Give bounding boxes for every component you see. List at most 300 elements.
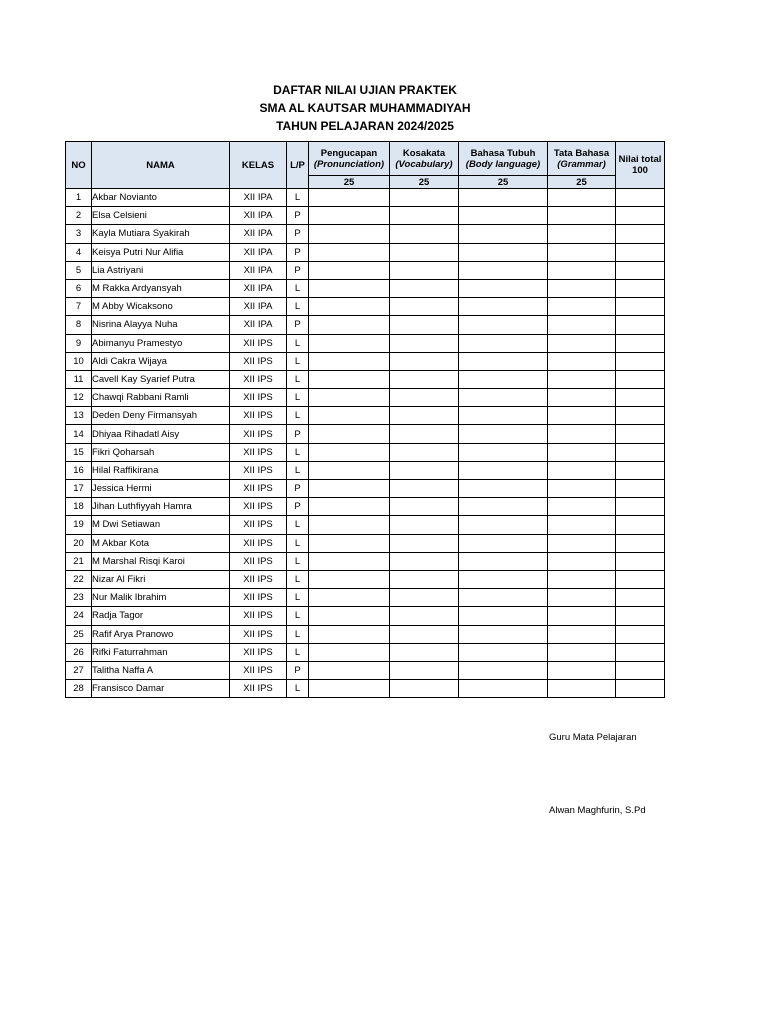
cell-pengucapan[interactable]	[309, 207, 390, 225]
cell-lp: L	[287, 407, 309, 425]
cell-kelas: XII IPS	[230, 480, 287, 498]
cell-no: 18	[66, 498, 92, 516]
cell-nama: Lia Astriyani	[92, 261, 230, 279]
header-nilai-total-label: Nilai total	[618, 154, 662, 165]
cell-pengucapan[interactable]	[309, 243, 390, 261]
cell-no: 3	[66, 225, 92, 243]
cell-kosakata[interactable]	[390, 243, 459, 261]
table-row	[66, 516, 665, 534]
cell-kosakata[interactable]	[390, 334, 459, 352]
cell-tata-bahasa[interactable]	[548, 425, 616, 443]
table-row	[66, 279, 665, 297]
cell-kosakata[interactable]	[390, 534, 459, 552]
cell-tata-bahasa[interactable]	[548, 589, 616, 607]
cell-lp: L	[287, 298, 309, 316]
header-pengucapan-label: Pengucapan	[320, 147, 378, 159]
cell-lp: P	[287, 661, 309, 679]
cell-lp: L	[287, 389, 309, 407]
cell-bahasa-tubuh[interactable]	[459, 389, 548, 407]
cell-tata-bahasa[interactable]	[548, 352, 616, 370]
max-score-tata-bahasa: 25	[548, 176, 616, 189]
cell-bahasa-tubuh[interactable]	[459, 661, 548, 679]
cell-kelas: XII IPS	[230, 443, 287, 461]
header-nilai-total	[616, 142, 665, 189]
cell-no: 5	[66, 261, 92, 279]
cell-pengucapan[interactable]	[309, 516, 390, 534]
table-row	[66, 625, 665, 643]
cell-bahasa-tubuh[interactable]	[459, 243, 548, 261]
cell-kosakata[interactable]	[390, 552, 459, 570]
cell-nama: Talitha Naffa A	[92, 661, 230, 679]
cell-bahasa-tubuh[interactable]	[459, 498, 548, 516]
cell-bahasa-tubuh[interactable]	[459, 680, 548, 698]
cell-nilai-total[interactable]	[616, 607, 665, 625]
cell-no: 24	[66, 607, 92, 625]
cell-lp: L	[287, 680, 309, 698]
table-row	[66, 225, 665, 243]
cell-lp: L	[287, 534, 309, 552]
cell-kelas: XII IPS	[230, 607, 287, 625]
cell-nilai-total[interactable]	[616, 243, 665, 261]
cell-pengucapan[interactable]	[309, 570, 390, 588]
cell-bahasa-tubuh[interactable]	[459, 225, 548, 243]
cell-bahasa-tubuh[interactable]	[459, 370, 548, 388]
cell-lp: L	[287, 189, 309, 207]
cell-nama: Hilal Raffikirana	[92, 461, 230, 479]
cell-pengucapan[interactable]	[309, 480, 390, 498]
cell-tata-bahasa[interactable]	[548, 625, 616, 643]
header-tata-bahasa-label: Tata Bahasa	[553, 147, 610, 159]
header-bahasa-tubuh-english: (Body language)	[465, 158, 541, 170]
title-line-2: SMA AL KAUTSAR MUHAMMADIYAH	[259, 101, 471, 115]
cell-kosakata[interactable]	[390, 207, 459, 225]
cell-pengucapan[interactable]	[309, 225, 390, 243]
cell-kelas: XII IPS	[230, 370, 287, 388]
cell-nama: M Marshal Risqi Karoi	[92, 552, 230, 570]
cell-nama: Fikri Qoharsah	[92, 443, 230, 461]
cell-kelas: XII IPS	[230, 461, 287, 479]
cell-pengucapan[interactable]	[309, 643, 390, 661]
cell-nilai-total[interactable]	[616, 207, 665, 225]
cell-nama: Akbar Novianto	[92, 189, 230, 207]
cell-nilai-total[interactable]	[616, 461, 665, 479]
table-row	[66, 443, 665, 461]
cell-tata-bahasa[interactable]	[548, 680, 616, 698]
cell-lp: P	[287, 225, 309, 243]
cell-tata-bahasa[interactable]	[548, 661, 616, 679]
cell-nilai-total[interactable]	[616, 516, 665, 534]
max-score-kosakata: 25	[390, 176, 459, 189]
cell-kelas: XII IPS	[230, 334, 287, 352]
cell-nama: M Akbar Kota	[92, 534, 230, 552]
cell-tata-bahasa[interactable]	[548, 279, 616, 297]
cell-lp: P	[287, 316, 309, 334]
cell-pengucapan[interactable]	[309, 316, 390, 334]
cell-nama: Dhiyaa Rihadatl Aisy	[92, 425, 230, 443]
cell-lp: L	[287, 516, 309, 534]
cell-kosakata[interactable]	[390, 298, 459, 316]
cell-tata-bahasa[interactable]	[548, 570, 616, 588]
table-row	[66, 316, 665, 334]
cell-bahasa-tubuh[interactable]	[459, 207, 548, 225]
cell-tata-bahasa[interactable]	[548, 261, 616, 279]
cell-bahasa-tubuh[interactable]	[459, 625, 548, 643]
cell-lp: P	[287, 425, 309, 443]
cell-kelas: XII IPS	[230, 589, 287, 607]
cell-bahasa-tubuh[interactable]	[459, 534, 548, 552]
cell-pengucapan[interactable]	[309, 298, 390, 316]
cell-bahasa-tubuh[interactable]	[459, 352, 548, 370]
cell-kosakata[interactable]	[390, 516, 459, 534]
cell-tata-bahasa[interactable]	[548, 316, 616, 334]
cell-pengucapan[interactable]	[309, 389, 390, 407]
cell-kelas: XII IPS	[230, 407, 287, 425]
cell-no: 23	[66, 589, 92, 607]
cell-kelas: XII IPA	[230, 243, 287, 261]
cell-pengucapan[interactable]	[309, 352, 390, 370]
cell-nama: Nizar Al Fikri	[92, 570, 230, 588]
cell-tata-bahasa[interactable]	[548, 189, 616, 207]
cell-lp: L	[287, 334, 309, 352]
cell-tata-bahasa[interactable]	[548, 443, 616, 461]
cell-nama: Chawqi Rabbani Ramli	[92, 389, 230, 407]
cell-lp: L	[287, 625, 309, 643]
cell-no: 17	[66, 480, 92, 498]
header-bahasa-tubuh	[459, 142, 548, 176]
table-row	[66, 534, 665, 552]
header-no: NO	[66, 142, 92, 189]
cell-kelas: XII IPS	[230, 625, 287, 643]
cell-no: 28	[66, 680, 92, 698]
cell-kosakata[interactable]	[390, 316, 459, 334]
cell-kosakata[interactable]	[390, 625, 459, 643]
cell-tata-bahasa[interactable]	[548, 498, 616, 516]
cell-nilai-total[interactable]	[616, 316, 665, 334]
cell-kosakata[interactable]	[390, 370, 459, 388]
header-kelas: KELAS	[230, 142, 287, 189]
cell-no: 19	[66, 516, 92, 534]
cell-no: 2	[66, 207, 92, 225]
cell-no: 4	[66, 243, 92, 261]
cell-nama: Abimanyu Pramestyo	[92, 334, 230, 352]
cell-nama: Nur Malik Ibrahim	[92, 589, 230, 607]
header-bahasa-tubuh-label: Bahasa Tubuh	[470, 147, 536, 159]
cell-no: 9	[66, 334, 92, 352]
table-row	[66, 243, 665, 261]
cell-lp: P	[287, 480, 309, 498]
cell-kelas: XII IPS	[230, 389, 287, 407]
cell-no: 14	[66, 425, 92, 443]
cell-nama: Jihan Luthfiyyah Hamra	[92, 498, 230, 516]
cell-kelas: XII IPA	[230, 316, 287, 334]
cell-nama: Nisrina Alayya Nuha	[92, 316, 230, 334]
cell-bahasa-tubuh[interactable]	[459, 443, 548, 461]
cell-bahasa-tubuh[interactable]	[459, 643, 548, 661]
cell-kelas: XII IPA	[230, 261, 287, 279]
cell-nilai-total[interactable]	[616, 298, 665, 316]
cell-kelas: XII IPS	[230, 498, 287, 516]
header-nama: NAMA	[92, 142, 230, 189]
cell-no: 12	[66, 389, 92, 407]
cell-pengucapan[interactable]	[309, 370, 390, 388]
table-row	[66, 589, 665, 607]
cell-nilai-total[interactable]	[616, 552, 665, 570]
table-row	[66, 370, 665, 388]
cell-lp: L	[287, 279, 309, 297]
cell-nilai-total[interactable]	[616, 389, 665, 407]
cell-kelas: XII IPA	[230, 189, 287, 207]
cell-tata-bahasa[interactable]	[548, 334, 616, 352]
cell-bahasa-tubuh[interactable]	[459, 407, 548, 425]
cell-tata-bahasa[interactable]	[548, 552, 616, 570]
document-title	[0, 81, 730, 135]
cell-no: 7	[66, 298, 92, 316]
cell-nama: M Abby Wicaksono	[92, 298, 230, 316]
cell-kelas: XII IPS	[230, 534, 287, 552]
cell-tata-bahasa[interactable]	[548, 407, 616, 425]
cell-lp: L	[287, 552, 309, 570]
grades-table	[65, 141, 665, 698]
header-pengucapan-english: (Pronunciation)	[313, 158, 385, 170]
cell-nama: Elsa Celsieni	[92, 207, 230, 225]
cell-nilai-total[interactable]	[616, 589, 665, 607]
table-row	[66, 480, 665, 498]
cell-nilai-total[interactable]	[616, 352, 665, 370]
cell-kosakata[interactable]	[390, 261, 459, 279]
table-row	[66, 680, 665, 698]
cell-kelas: XII IPA	[230, 225, 287, 243]
cell-kosakata[interactable]	[390, 389, 459, 407]
cell-no: 26	[66, 643, 92, 661]
cell-pengucapan[interactable]	[309, 443, 390, 461]
cell-nilai-total[interactable]	[616, 625, 665, 643]
cell-nilai-total[interactable]	[616, 661, 665, 679]
cell-no: 13	[66, 407, 92, 425]
cell-pengucapan[interactable]	[309, 498, 390, 516]
cell-kosakata[interactable]	[390, 589, 459, 607]
cell-nama: M Rakka Ardyansyah	[92, 279, 230, 297]
cell-nilai-total[interactable]	[616, 370, 665, 388]
cell-kelas: XII IPA	[230, 279, 287, 297]
cell-lp: P	[287, 261, 309, 279]
cell-nama: Rifki Faturrahman	[92, 643, 230, 661]
header-nilai-total-max: 100	[632, 165, 648, 176]
cell-pengucapan[interactable]	[309, 661, 390, 679]
max-score-bahasa-tubuh: 25	[459, 176, 548, 189]
cell-nama: Cavell Kay Syarief Putra	[92, 370, 230, 388]
cell-nilai-total[interactable]	[616, 498, 665, 516]
cell-nama: Radja Tagor	[92, 607, 230, 625]
cell-tata-bahasa[interactable]	[548, 461, 616, 479]
cell-pengucapan[interactable]	[309, 589, 390, 607]
cell-kosakata[interactable]	[390, 443, 459, 461]
cell-pengucapan[interactable]	[309, 680, 390, 698]
cell-bahasa-tubuh[interactable]	[459, 425, 548, 443]
cell-nilai-total[interactable]	[616, 643, 665, 661]
cell-no: 25	[66, 625, 92, 643]
cell-tata-bahasa[interactable]	[548, 389, 616, 407]
cell-bahasa-tubuh[interactable]	[459, 480, 548, 498]
table-row	[66, 552, 665, 570]
cell-kosakata[interactable]	[390, 279, 459, 297]
cell-pengucapan[interactable]	[309, 425, 390, 443]
cell-no: 22	[66, 570, 92, 588]
cell-kosakata[interactable]	[390, 480, 459, 498]
cell-bahasa-tubuh[interactable]	[459, 279, 548, 297]
cell-lp: L	[287, 643, 309, 661]
cell-kelas: XII IPS	[230, 661, 287, 679]
table-row	[66, 498, 665, 516]
cell-nilai-total[interactable]	[616, 407, 665, 425]
cell-kelas: XII IPS	[230, 680, 287, 698]
cell-kosakata[interactable]	[390, 570, 459, 588]
header-tata-bahasa-english: (Grammar)	[557, 158, 606, 170]
cell-kelas: XII IPS	[230, 516, 287, 534]
header-kosakata-english: (Vocabulary)	[395, 158, 453, 170]
cell-lp: L	[287, 589, 309, 607]
cell-tata-bahasa[interactable]	[548, 480, 616, 498]
table-row	[66, 643, 665, 661]
cell-nama: M Dwi Setiawan	[92, 516, 230, 534]
cell-lp: L	[287, 352, 309, 370]
cell-tata-bahasa[interactable]	[548, 207, 616, 225]
cell-tata-bahasa[interactable]	[548, 243, 616, 261]
cell-no: 10	[66, 352, 92, 370]
cell-no: 11	[66, 370, 92, 388]
cell-bahasa-tubuh[interactable]	[459, 589, 548, 607]
cell-kosakata[interactable]	[390, 643, 459, 661]
header-pengucapan	[309, 142, 390, 176]
cell-kosakata[interactable]	[390, 680, 459, 698]
cell-nilai-total[interactable]	[616, 334, 665, 352]
table-row	[66, 207, 665, 225]
cell-no: 1	[66, 189, 92, 207]
cell-bahasa-tubuh[interactable]	[459, 298, 548, 316]
cell-kosakata[interactable]	[390, 498, 459, 516]
cell-no: 21	[66, 552, 92, 570]
cell-nilai-total[interactable]	[616, 279, 665, 297]
cell-kelas: XII IPS	[230, 552, 287, 570]
table-row	[66, 352, 665, 370]
cell-nilai-total[interactable]	[616, 225, 665, 243]
cell-nama: Aldi Cakra Wijaya	[92, 352, 230, 370]
table-row	[66, 461, 665, 479]
cell-nama: Rafif Arya Pranowo	[92, 625, 230, 643]
cell-bahasa-tubuh[interactable]	[459, 607, 548, 625]
cell-kosakata[interactable]	[390, 607, 459, 625]
cell-pengucapan[interactable]	[309, 407, 390, 425]
cell-pengucapan[interactable]	[309, 334, 390, 352]
max-score-pengucapan: 25	[309, 176, 390, 189]
cell-lp: L	[287, 370, 309, 388]
signature-role: Guru Mata Pelajaran	[549, 732, 637, 743]
cell-kosakata[interactable]	[390, 461, 459, 479]
cell-pengucapan[interactable]	[309, 189, 390, 207]
table-row	[66, 334, 665, 352]
cell-bahasa-tubuh[interactable]	[459, 189, 548, 207]
cell-pengucapan[interactable]	[309, 607, 390, 625]
title-line-1: DAFTAR NILAI UJIAN PRAKTEK	[273, 83, 457, 97]
cell-kosakata[interactable]	[390, 407, 459, 425]
table-row	[66, 298, 665, 316]
cell-lp: P	[287, 207, 309, 225]
table-row	[66, 570, 665, 588]
cell-no: 8	[66, 316, 92, 334]
cell-pengucapan[interactable]	[309, 261, 390, 279]
cell-kosakata[interactable]	[390, 425, 459, 443]
cell-bahasa-tubuh[interactable]	[459, 552, 548, 570]
cell-kosakata[interactable]	[390, 352, 459, 370]
cell-no: 27	[66, 661, 92, 679]
table-row	[66, 261, 665, 279]
cell-nilai-total[interactable]	[616, 189, 665, 207]
signature-name: Alwan Maghfurin, S.Pd	[549, 805, 646, 816]
header-tata-bahasa	[548, 142, 616, 176]
cell-nilai-total[interactable]	[616, 261, 665, 279]
cell-nama: Deden Deny Firmansyah	[92, 407, 230, 425]
cell-pengucapan[interactable]	[309, 461, 390, 479]
cell-bahasa-tubuh[interactable]	[459, 316, 548, 334]
cell-kelas: XII IPS	[230, 425, 287, 443]
table-row	[66, 661, 665, 679]
cell-kelas: XII IPS	[230, 643, 287, 661]
cell-tata-bahasa[interactable]	[548, 643, 616, 661]
cell-nama: Keisya Putri Nur Alifia	[92, 243, 230, 261]
cell-lp: L	[287, 443, 309, 461]
cell-nama: Jessica Hermi	[92, 480, 230, 498]
cell-lp: P	[287, 498, 309, 516]
header-lp: L/P	[287, 142, 309, 189]
cell-bahasa-tubuh[interactable]	[459, 261, 548, 279]
table-row	[66, 389, 665, 407]
cell-lp: P	[287, 243, 309, 261]
cell-kelas: XII IPS	[230, 570, 287, 588]
cell-kelas: XII IPS	[230, 352, 287, 370]
cell-bahasa-tubuh[interactable]	[459, 461, 548, 479]
cell-kosakata[interactable]	[390, 225, 459, 243]
cell-nilai-total[interactable]	[616, 425, 665, 443]
cell-kosakata[interactable]	[390, 661, 459, 679]
cell-pengucapan[interactable]	[309, 279, 390, 297]
cell-nilai-total[interactable]	[616, 443, 665, 461]
cell-tata-bahasa[interactable]	[548, 534, 616, 552]
cell-tata-bahasa[interactable]	[548, 516, 616, 534]
cell-tata-bahasa[interactable]	[548, 225, 616, 243]
cell-kelas: XII IPA	[230, 298, 287, 316]
cell-no: 20	[66, 534, 92, 552]
cell-no: 6	[66, 279, 92, 297]
cell-tata-bahasa[interactable]	[548, 298, 616, 316]
cell-pengucapan[interactable]	[309, 534, 390, 552]
cell-tata-bahasa[interactable]	[548, 607, 616, 625]
cell-nilai-total[interactable]	[616, 680, 665, 698]
cell-lp: L	[287, 607, 309, 625]
cell-bahasa-tubuh[interactable]	[459, 570, 548, 588]
cell-nilai-total[interactable]	[616, 570, 665, 588]
cell-tata-bahasa[interactable]	[548, 370, 616, 388]
cell-no: 15	[66, 443, 92, 461]
cell-pengucapan[interactable]	[309, 625, 390, 643]
cell-pengucapan[interactable]	[309, 552, 390, 570]
cell-bahasa-tubuh[interactable]	[459, 516, 548, 534]
table-row	[66, 425, 665, 443]
cell-nilai-total[interactable]	[616, 534, 665, 552]
cell-no: 16	[66, 461, 92, 479]
header-kosakata	[390, 142, 459, 176]
cell-nilai-total[interactable]	[616, 480, 665, 498]
cell-bahasa-tubuh[interactable]	[459, 334, 548, 352]
cell-kosakata[interactable]	[390, 189, 459, 207]
